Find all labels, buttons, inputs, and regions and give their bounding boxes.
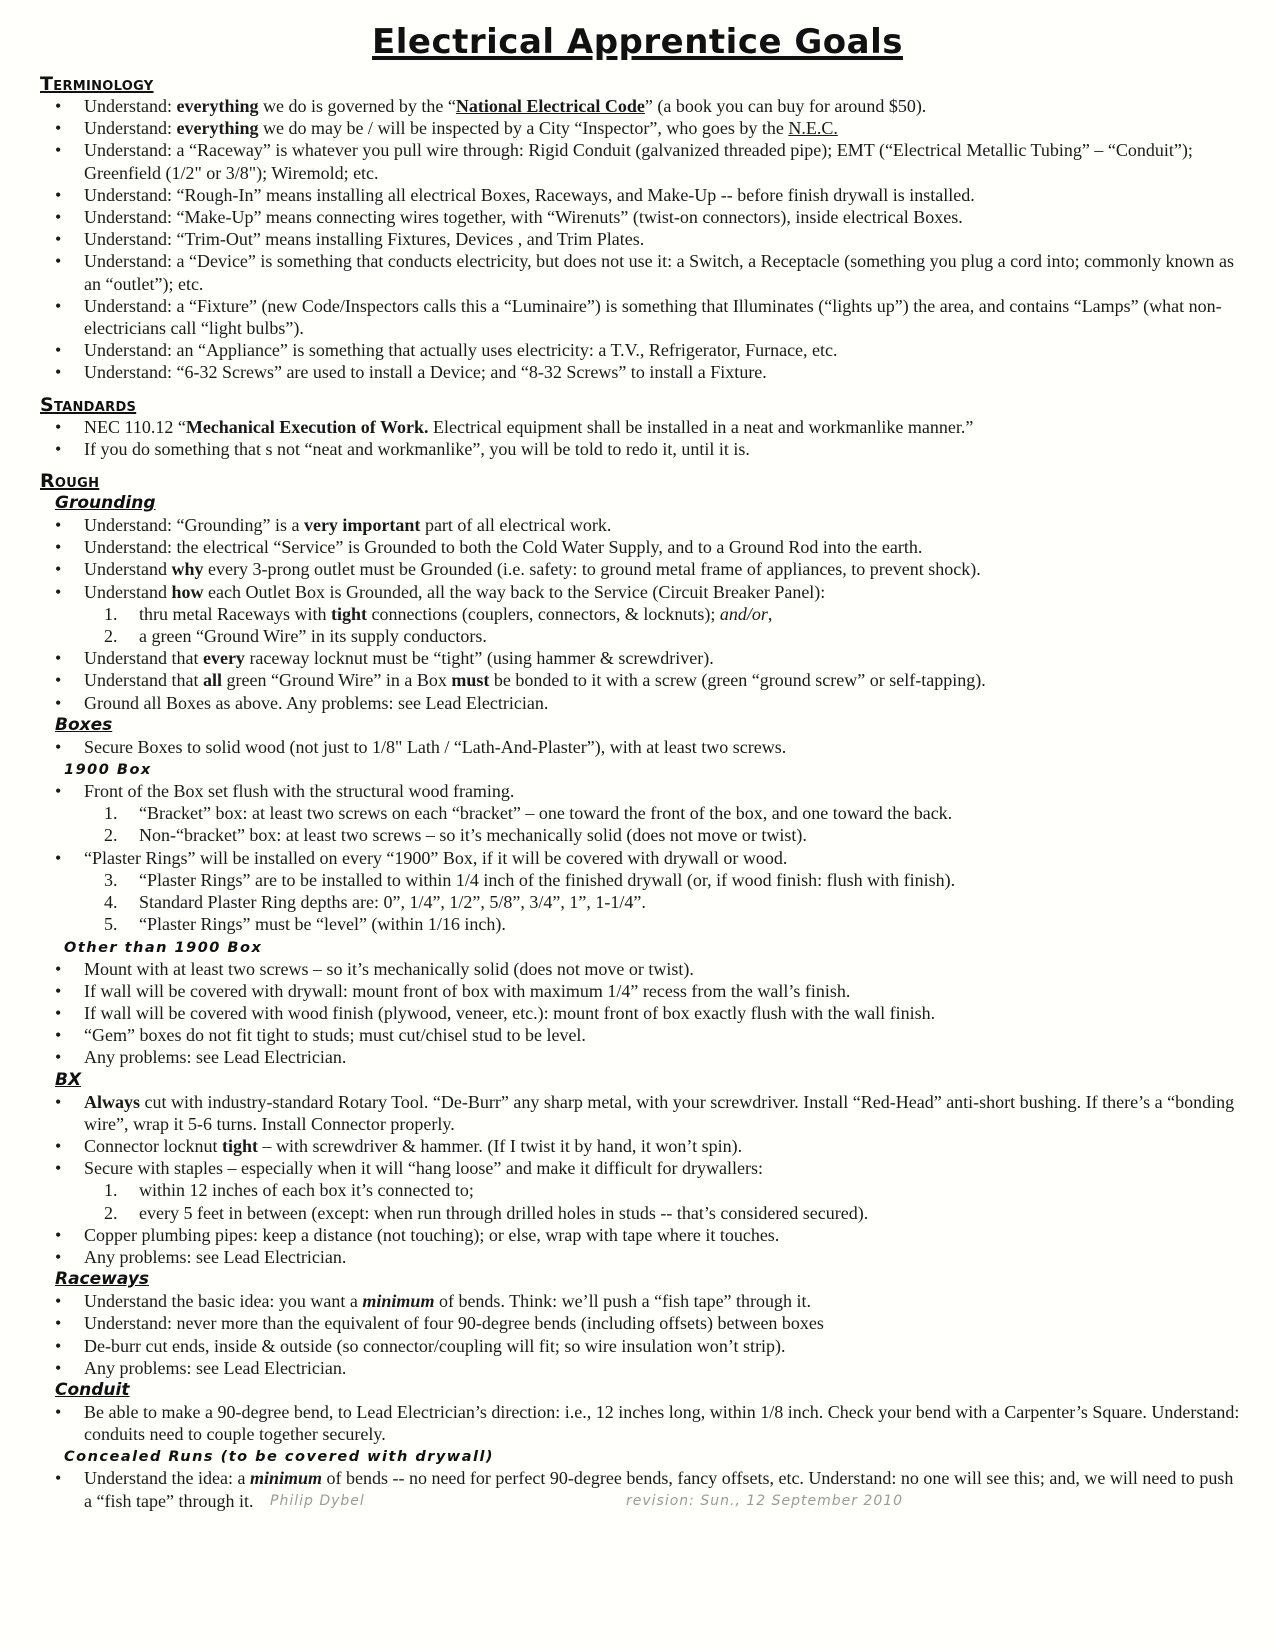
- list-item: • Understand: the electrical “Service” is Grounded to both the Cold Water Supply, and to a Ground Rod into the earth.: [40, 536, 1245, 558]
- section-heading-terminology: Terminology: [40, 73, 154, 95]
- numbered-item: 2. a green “Ground Wire” in its supply conductors.: [104, 626, 487, 647]
- bx-list: [40, 1091, 1245, 1269]
- subheading-bx: BX: [55, 1069, 82, 1090]
- list-item: • Be able to make a 90-degree bend, to Lead Electrician’s direction: i.e., 12 inches long, within 1/8 inch. Check your bend with a Carpenter’s Square. Understand: conduits need to couple together securely.: [40, 1401, 1245, 1445]
- list-item: • Understand: “6-32 Screws” are used to install a Device; and “8-32 Screws” to install a Fixture.: [40, 361, 1245, 383]
- list-item: • Always cut with industry-standard Rotary Tool. “De-Burr” any sharp metal, with your screwdriver. Install “Red-Head” anti-short bushing. If there’s a “bonding wire”, wrap it 5-6 turns. Install Connector properly.: [40, 1091, 1245, 1135]
- conduit-list: [40, 1401, 1245, 1445]
- list-item: • Any problems: see Lead Electrician.: [40, 1046, 1245, 1068]
- list-item: • Understand the idea: a minimum of bends -- no need for perfect 90-degree bends, fancy offsets, etc. Understand: no one will see this; and, we will need to push a “fish tape” through it.: [40, 1467, 1245, 1511]
- list-item: • If wall will be covered with wood finish (plywood, veneer, etc.): mount front of box exactly flush with the wall finish.: [40, 1002, 1245, 1024]
- subheading-conduit: Conduit: [55, 1379, 130, 1400]
- subheading-other-than-1900-box: Other than 1900 Box: [64, 939, 263, 956]
- numbered-item: 5. “Plaster Rings” must be “level” (within 1/16 inch).: [104, 914, 506, 935]
- raceways-list: [40, 1290, 1245, 1379]
- list-item: • Understand: a “Device” is something that conducts electricity, but does not use it: a Switch, a Receptacle (something you plug a cord into; commonly known as an “outlet”); etc.: [40, 250, 1245, 294]
- list-item: • Understand how each Outlet Box is Grounded, all the way back to the Service (Circuit Breaker Panel):: [40, 581, 1245, 603]
- box1900-list: [40, 780, 1245, 935]
- list-item: • Copper plumbing pipes: keep a distance (not touching); or else, wrap with tape where it touches.: [40, 1224, 1245, 1246]
- list-item: • Any problems: see Lead Electrician.: [40, 1246, 1245, 1268]
- subheading-concealed-runs: Concealed Runs (to be covered with drywall): [64, 1449, 495, 1466]
- numbered-item: 2. Non-“bracket” box: at least two screws – so it’s mechanically solid (does not move or twist).: [104, 825, 807, 846]
- list-item: • If you do something that s not “neat and workmanlike”, you will be told to redo it, until it is.: [40, 438, 1245, 460]
- section-heading-rough: Rough: [40, 470, 100, 493]
- list-item: • “Plaster Rings” will be installed on every “1900” Box, if it will be covered with drywall or wood.: [40, 847, 1245, 869]
- list-item: • Understand: “Grounding” is a very important part of all electrical work.: [40, 514, 1245, 536]
- list-item: • Understand why every 3-prong outlet must be Grounded (i.e. safety: to ground metal frame of appliances, to prevent shock).: [40, 558, 1245, 580]
- boxes-list: [40, 736, 1245, 758]
- terminology-list: [40, 95, 1245, 384]
- list-item: • Understand: “Rough-In” means installing all electrical Boxes, Raceways, and Make-Up -- before finish drywall is installed.: [40, 184, 1245, 206]
- list-item: • De-burr cut ends, inside & outside (so connector/coupling will fit; so wire insulation won’t strip).: [40, 1335, 1245, 1357]
- list-item: • Understand: everything we do is governed by the “National Electrical Code” (a book you can buy for around $50).: [40, 95, 1245, 117]
- subheading-1900-box: 1900 Box: [64, 762, 152, 779]
- list-item: • Ground all Boxes as above. Any problems: see Lead Electrician.: [40, 692, 1245, 714]
- list-item: • Secure with staples – especially when it will “hang loose” and make it difficult for drywallers:: [40, 1157, 1245, 1179]
- list-item: • Any problems: see Lead Electrician.: [40, 1357, 1245, 1379]
- list-item: • Understand: “Trim-Out” means installing Fixtures, Devices , and Trim Plates.: [40, 228, 1245, 250]
- numbered-item: 1. thru metal Raceways with tight connections (couplers, connectors, & locknuts); and/or,: [104, 603, 773, 624]
- list-item: • Mount with at least two screws – so it’s mechanically solid (does not move or twist).: [40, 958, 1245, 980]
- subheading-grounding: Grounding: [55, 493, 156, 514]
- numbered-item: 2. every 5 feet in between (except: when run through drilled holes in studs -- that’s considered secured).: [104, 1202, 869, 1223]
- list-item: • “Gem” boxes do not fit tight to studs; must cut/chisel stud to be level.: [40, 1024, 1245, 1046]
- subheading-boxes: Boxes: [55, 714, 113, 735]
- numbered-item: 3. “Plaster Rings” are to be installed to within 1/4 inch of the finished drywall (or, if wood finish: flush with finish).: [104, 869, 956, 890]
- list-item: • Connector locknut tight – with screwdriver & hammer. (If I twist it by hand, it won’t spin).: [40, 1135, 1245, 1157]
- subheading-raceways: Raceways: [55, 1269, 150, 1290]
- list-item: • Understand the basic idea: you want a minimum of bends. Think: we’ll push a “fish tape” through it.: [40, 1290, 1245, 1312]
- list-item: • Understand: never more than the equivalent of four 90-degree bends (including offsets) between boxes: [40, 1312, 1245, 1334]
- list-item: • Understand: a “Fixture” (new Code/Inspectors calls this a “Luminaire”) is something that Illuminates (“lights up”) the area, and contains “Lamps” (what non-electricians call “light bulbs”).: [40, 295, 1245, 339]
- grounding-list: [40, 514, 1245, 714]
- list-item: • Understand that all green “Ground Wire” in a Box must be bonded to it with a screw (green “ground screw” or self-tapping).: [40, 669, 1245, 691]
- standards-list: [40, 416, 1245, 460]
- list-item: • Secure Boxes to solid wood (not just to 1/8" Lath / “Lath-And-Plaster”), with at least two screws.: [40, 736, 1245, 758]
- document-title: Electrical Apprentice Goals: [372, 22, 903, 62]
- list-item: • Understand: everything we do may be / will be inspected by a City “Inspector”, who goes by the N.E.C.: [40, 117, 1245, 139]
- list-item: • If wall will be covered with drywall: mount front of box with maximum 1/4” recess from the wall’s finish.: [40, 980, 1245, 1002]
- list-item: • Understand that every raceway locknut must be “tight” (using hammer & screwdriver).: [40, 647, 1245, 669]
- footer-author: Philip Dybel: [270, 1493, 365, 1509]
- footer-revision: revision: Sun., 12 September 2010: [626, 1493, 904, 1509]
- list-item: • Understand: “Make-Up” means connecting wires together, with “Wirenuts” (twist-on connectors), inside electrical Boxes.: [40, 206, 1245, 228]
- list-item: • Understand: an “Appliance” is something that actually uses electricity: a T.V., Refrigerator, Furnace, etc.: [40, 339, 1245, 361]
- list-item: • Understand: a “Raceway” is whatever you pull wire through: Rigid Conduit (galvanized threaded pipe); EMT (“Electrical Metallic Tubing” – “Conduit”); Greenfield (1/2" or 3/8"); Wiremold; etc.: [40, 139, 1245, 183]
- section-heading-standards: Standards: [40, 393, 137, 416]
- document-body: [40, 73, 1245, 1512]
- other-box-list: [40, 958, 1245, 1069]
- numbered-item: 4. Standard Plaster Ring depths are: 0”, 1/4”, 1/2”, 5/8”, 3/4”, 1”, 1-1/4”.: [104, 892, 646, 913]
- list-item: • NEC 110.12 “Mechanical Execution of Work. Electrical equipment shall be installed in a neat and workmanlike manner.”: [40, 416, 1245, 438]
- numbered-item: 1. within 12 inches of each box it’s connected to;: [104, 1180, 474, 1201]
- numbered-item: 1. “Bracket” box: at least two screws on each “bracket” – one toward the front of the box, and one toward the back.: [104, 803, 953, 824]
- list-item: • Front of the Box set flush with the structural wood framing.: [40, 780, 1245, 802]
